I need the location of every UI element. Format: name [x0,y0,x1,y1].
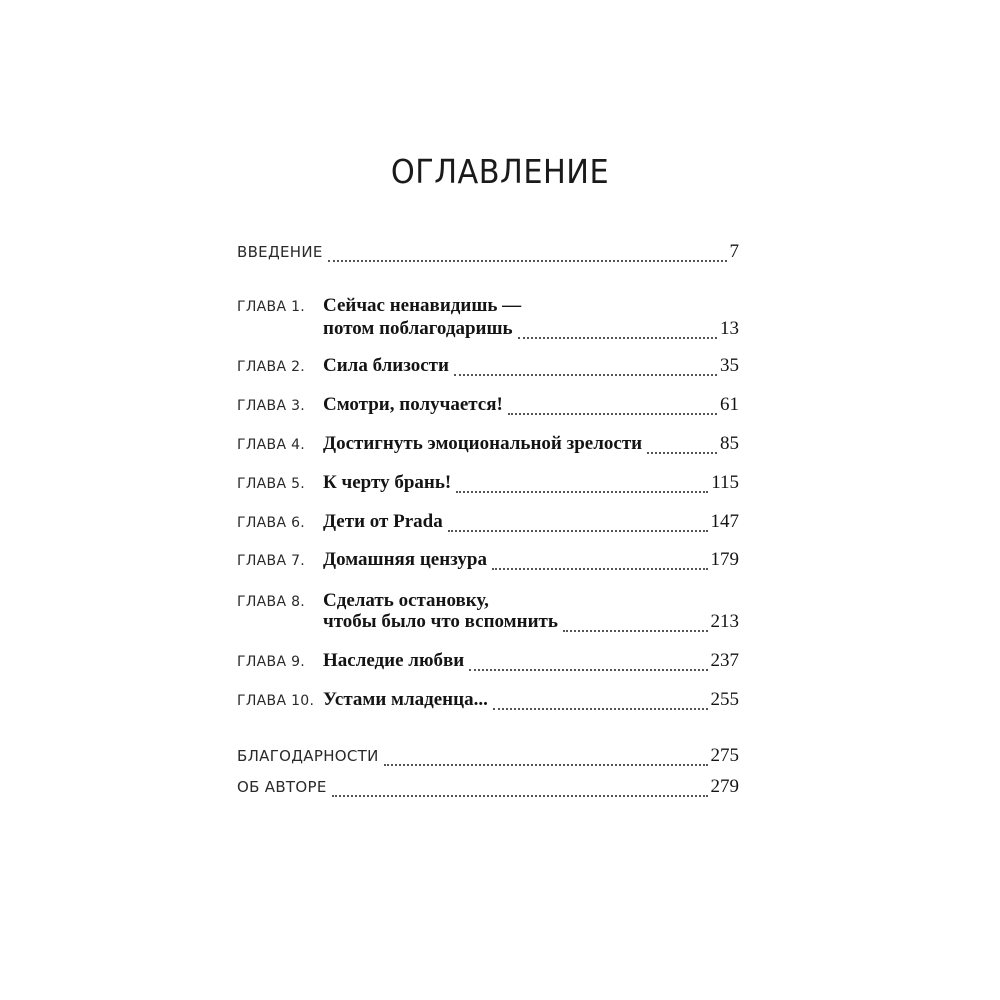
chapter-title: Сила близости [323,355,449,376]
toc-entry-chapter-2[interactable] [237,355,739,381]
chapter-prefix: ГЛАВА 6. [237,515,306,531]
chapter-prefix: ГЛАВА 9. [237,654,306,670]
toc-page-number: 115 [711,472,739,493]
toc-page-number: 213 [710,611,739,632]
dot-leader [456,490,708,493]
chapter-prefix: ГЛАВА 5. [237,476,306,492]
toc-entry-chapter-4[interactable] [237,433,739,459]
toc-entry-chapter-7[interactable] [237,549,739,575]
toc-entry-chapter-8[interactable] [237,611,739,637]
dot-leader [469,668,707,671]
toc-entry-label: ОБ АВТОРЕ [237,778,327,796]
dot-leader [384,763,708,766]
chapter-title: потом поблагодаришь [323,318,513,339]
chapter-prefix: ГЛАВА 10. [237,693,315,709]
chapter-prefix: ГЛАВА 2. [237,359,306,375]
dot-leader [332,794,708,797]
chapter-title: Домашняя цензура [323,549,487,570]
toc-entry-chapter-9[interactable] [237,650,739,676]
toc-page-number: 237 [710,650,739,671]
chapter-prefix: ГЛАВА 4. [237,437,306,453]
dot-leader [508,412,717,415]
toc-page-number: 35 [720,355,739,376]
chapter-title: К черту брань! [323,472,452,493]
chapter-title: Устами младенца... [323,689,488,710]
chapter-prefix: ГЛАВА 1. [237,299,306,315]
chapter-title: Достигнуть эмоциональной зрелости [323,433,643,454]
toc-page-number: 147 [710,511,739,532]
toc-page-number: 61 [720,394,739,415]
chapter-title-line1: Сделать остановку, [323,590,489,611]
chapter-prefix: ГЛАВА 3. [237,398,306,414]
toc-entry-label: ВВЕДЕНИЕ [237,243,323,261]
toc-entry-intro[interactable] [237,241,739,267]
chapter-title-line1: Сейчас ненавидишь — [323,295,522,316]
dot-leader [647,451,717,454]
dot-leader [448,529,708,532]
chapter-title: Смотри, получается! [323,394,503,415]
toc-entry-about-author[interactable] [237,776,739,802]
toc-entry-acknowledgements[interactable] [237,745,739,771]
chapter-title: чтобы было что вспомнить [323,611,558,632]
chapter-prefix: ГЛАВА 8. [237,594,306,610]
chapter-prefix: ГЛАВА 7. [237,553,306,569]
toc-entry-chapter-10[interactable] [237,689,739,715]
toc-page-number: 279 [710,776,739,797]
toc-entry-chapter-5[interactable] [237,472,739,498]
toc-entry-chapter-3[interactable] [237,394,739,420]
dot-leader [328,259,727,262]
toc-page-number: 85 [720,433,739,454]
toc-page-number: 275 [710,745,739,766]
toc-page-number: 13 [720,318,739,339]
toc-entry-chapter-1[interactable] [237,318,739,344]
toc-page-number: 179 [710,549,739,570]
toc-page-number: 7 [729,241,739,262]
toc-title: ОГЛАВЛЕНИЕ [390,152,610,191]
dot-leader [518,336,717,339]
toc-page-number: 255 [710,689,739,710]
dot-leader [454,373,717,376]
chapter-title: Наследие любви [323,650,465,671]
toc-entry-label: БЛАГОДАРНОСТИ [237,747,379,765]
chapter-title: Дети от Prada [323,511,443,532]
dot-leader [493,707,708,710]
dot-leader [492,567,708,570]
toc-entry-chapter-6[interactable] [237,511,739,537]
dot-leader [563,629,708,632]
